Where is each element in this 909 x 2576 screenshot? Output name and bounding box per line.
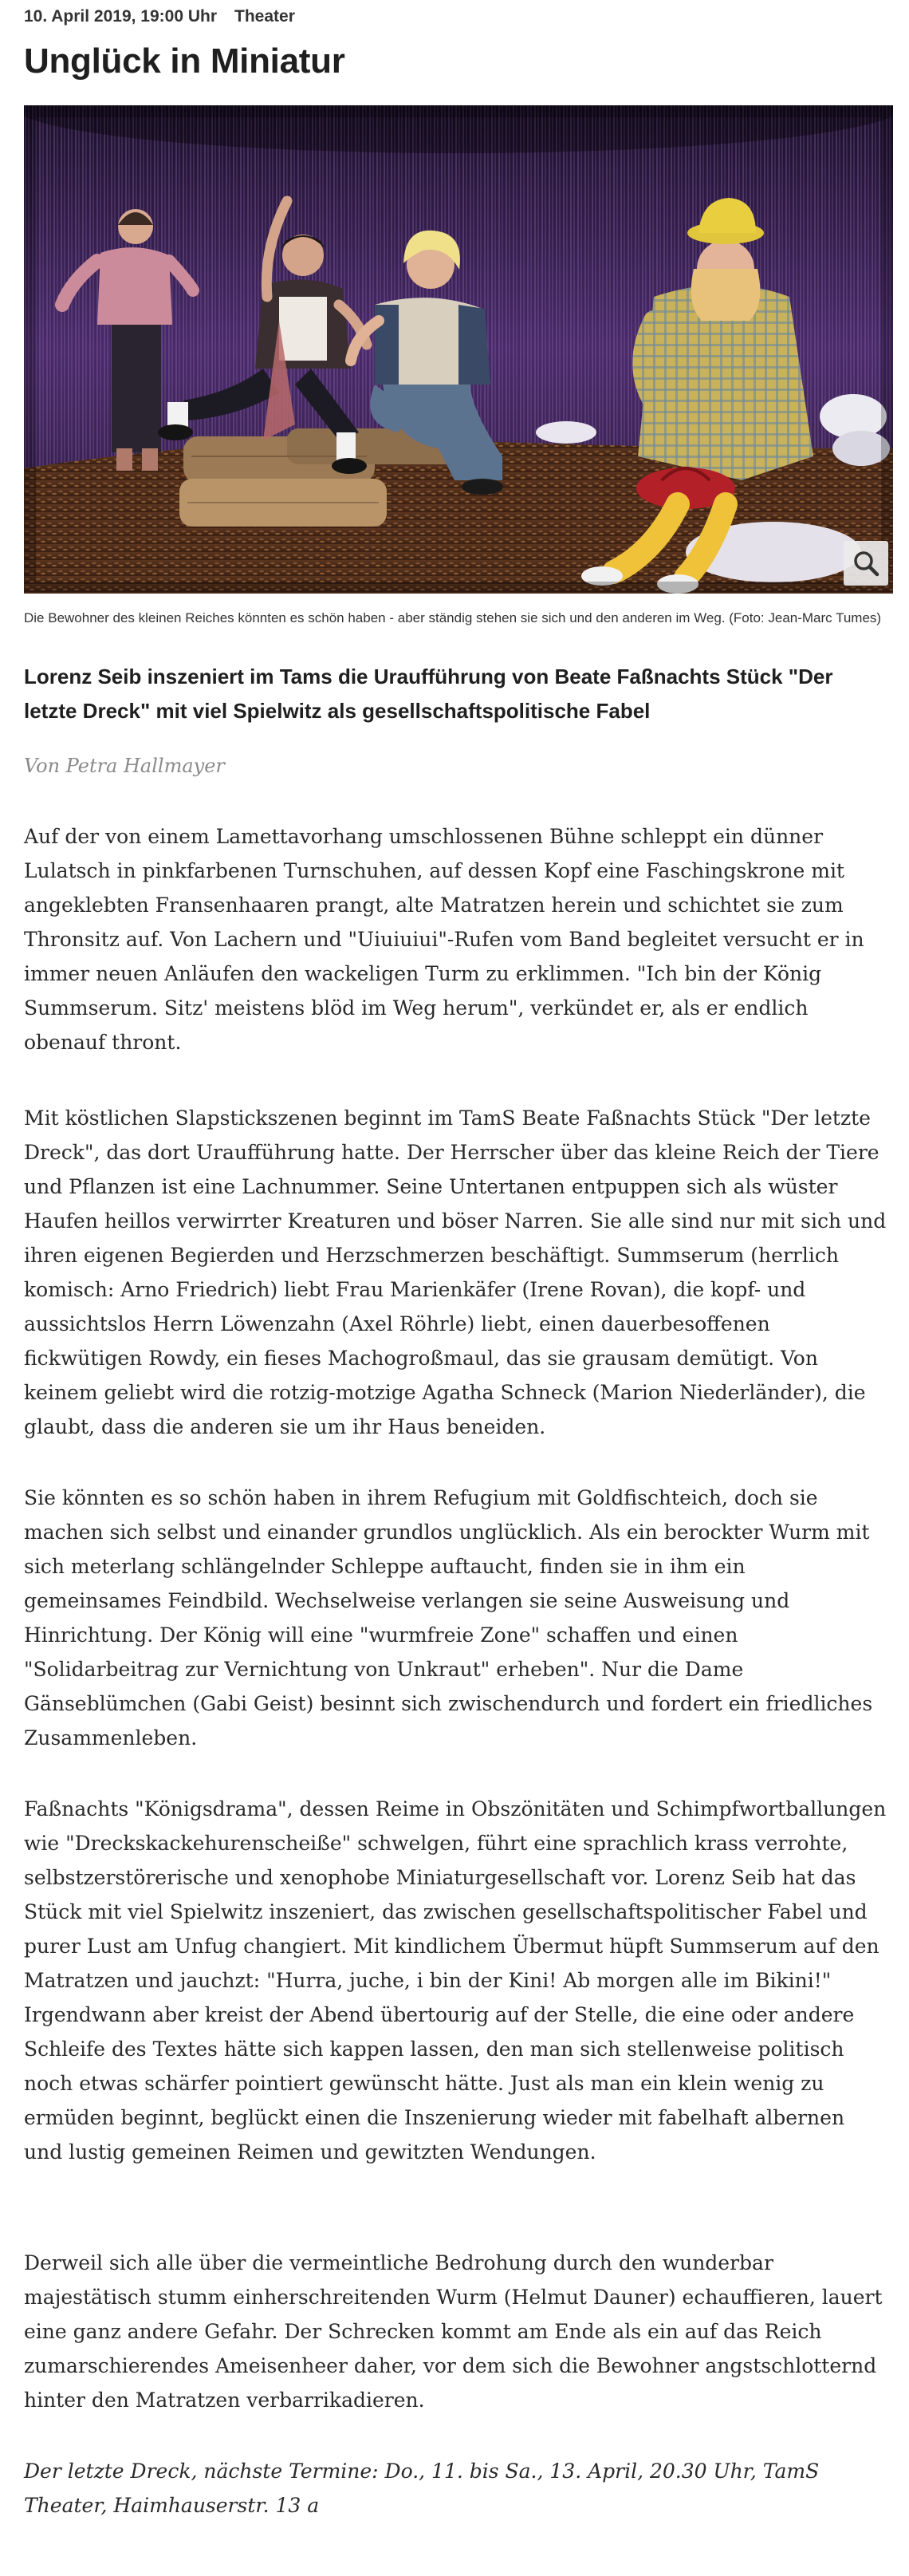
image-caption: Die Bewohner des kleinen Reiches könnten es schön haben - aber ständig stehen sie sich und den anderen im Weg. (Foto: Jean-Marc Tumes): [24, 610, 882, 625]
magnifier-icon: [852, 550, 879, 577]
paragraph: Sie könnten es so schön haben in ihrem Refugium mit Goldfischteich, doch sie machen sich selbst und einander grundlos unglücklich. Als ein berockter Wurm mit sich meterlang schlängelnder Schleppe auftaucht, finden sie in ihm ein gemeinsames Feindbild. Wechselweise verlangen sie seine Ausweisung und Hinrichtung. Der König will eine "wurmfreie Zone" schaffen und einen "Solidarbeitrag zur Vernichtung von Unkraut" erheben". Nur die Dame Gänseblümchen (Gabi Geist) besinnt sich zwischendurch und fordert ein friedliches Zusammenleben.: [24, 1486, 873, 1750]
article-lead: Lorenz Seib inszeniert im Tams die Uraufführung von Beate Faßnachts Stück "Der letzte Dreck" mit viel Spielwitz als gesellschaftspolitische Fabel: [24, 665, 833, 723]
dateline: [24, 5, 893, 29]
article: [24, 0, 893, 2523]
headline: Unglück in Miniatur: [24, 41, 345, 81]
author-byline: Von Petra Hallmayer: [24, 755, 225, 777]
paragraph: Auf der von einem Lamettavorhang umschlossenen Bühne schleppt ein dünner Lulatsch in pinkfarbenen Turnschuhen, auf dessen Kopf eine Faschingskrone mit angeklebten Fransenhaaren prangt, alte Matratzen herein und schichtet sie zum Thronsitz auf. Von Lachern und "Uiuiuiui"-Rufen vom Band begleitet versucht er in immer neuen Anläufen den wackeligen Turm zu erklimmen. "Ich bin der König Summserum. Sitz' meistens blöd im Weg herum", verkündet er, als er endlich obenauf thront.: [24, 825, 864, 1054]
paragraph: Derweil sich alle über die vermeintliche Bedrohung durch den wunderbar majestätisch stumm einherschreitenden Wurm (Helmut Dauner) echauffieren, lauert eine ganz andere Gefahr. Der Schrecken kommt am Ende als ein auf das Reich zumarschierendes Ameisenheer daher, vor dem sich die Bewohner angstschlotternd hinter den Matratzen verbarrikadieren.: [24, 2251, 883, 2412]
stage-photo: [24, 105, 893, 594]
image-zoom-button[interactable]: [844, 541, 888, 586]
article-image[interactable]: [24, 105, 893, 594]
category-label[interactable]: Theater: [234, 7, 295, 26]
paragraph: Faßnachts "Königsdrama", dessen Reime in Obszönitäten und Schimpfwortballungen wie "Dreckskackehurenscheiße" schwelgen, führt eine sprachlich krass verrohte, selbstzerstörerische und xenophobe Miniaturgesellschaft vor. Lorenz Seib hat das Stück mit viel Spielwitz inszeniert, das zwischen gesellschaftspolitischer Fabel und purer Lust am Unfug changiert. Mit kindlichem Übermut hüpft Summserum auf den Matratzen und jauchzt: "Hurra, juche, i bin der Kini! Ab morgen alle im Bikini!" Irgendwann aber kreist der Abend übertourig auf der Stelle, die eine oder andere Schleife des Textes hätte sich kappen lassen, den man sich stellenweise politisch noch etwas schärfer pointiert gewünscht hätte. Just als man ein klein wenig zu ermüden beginnt, beglückt einen die Inszenierung wieder mit fabelhaft albernen und lustig gemeinen Reimen und gewitzten Wendungen.: [24, 1797, 887, 2164]
performance-info: Der letzte Dreck, nächste Termine: Do., 11. bis Sa., 13. April, 20.30 Uhr, TamS Theater, Haimhauserstr. 13 a: [24, 2460, 820, 2517]
paragraph: Mit köstlichen Slapstickszenen beginnt im TamS Beate Faßnachts Stück "Der letzte Dreck", das dort Uraufführung hatte. Der Herrscher über das kleine Reich der Tiere und Pflanzen ist eine Lachnummer. Seine Untertanen entpuppen sich als wüster Haufen heillos verwirrter Kreaturen und böser Narren. Sie alle sind nur mit sich und ihren eigenen Begierden und Herzschmerzen beschäftigt. Summserum (herrlich komisch: Arno Friedrich) liebt Frau Marienkäfer (Irene Rovan), die kopf- und aussichtslos Herrn Löwenzahn (Axel Röhrle) liebt, einen dauerbesoffenen fickwütigen Rowdy, ein fieses Machogroßmaul, das sie grausam demütigt. Von keinem geliebt wird die rotzig-motzige Agatha Schneck (Marion Niederländer), die glaubt, dass die anderen sie um ihr Haus beneiden.: [24, 1107, 887, 1438]
publish-date: 10. April 2019, 19:00 Uhr: [24, 7, 218, 26]
